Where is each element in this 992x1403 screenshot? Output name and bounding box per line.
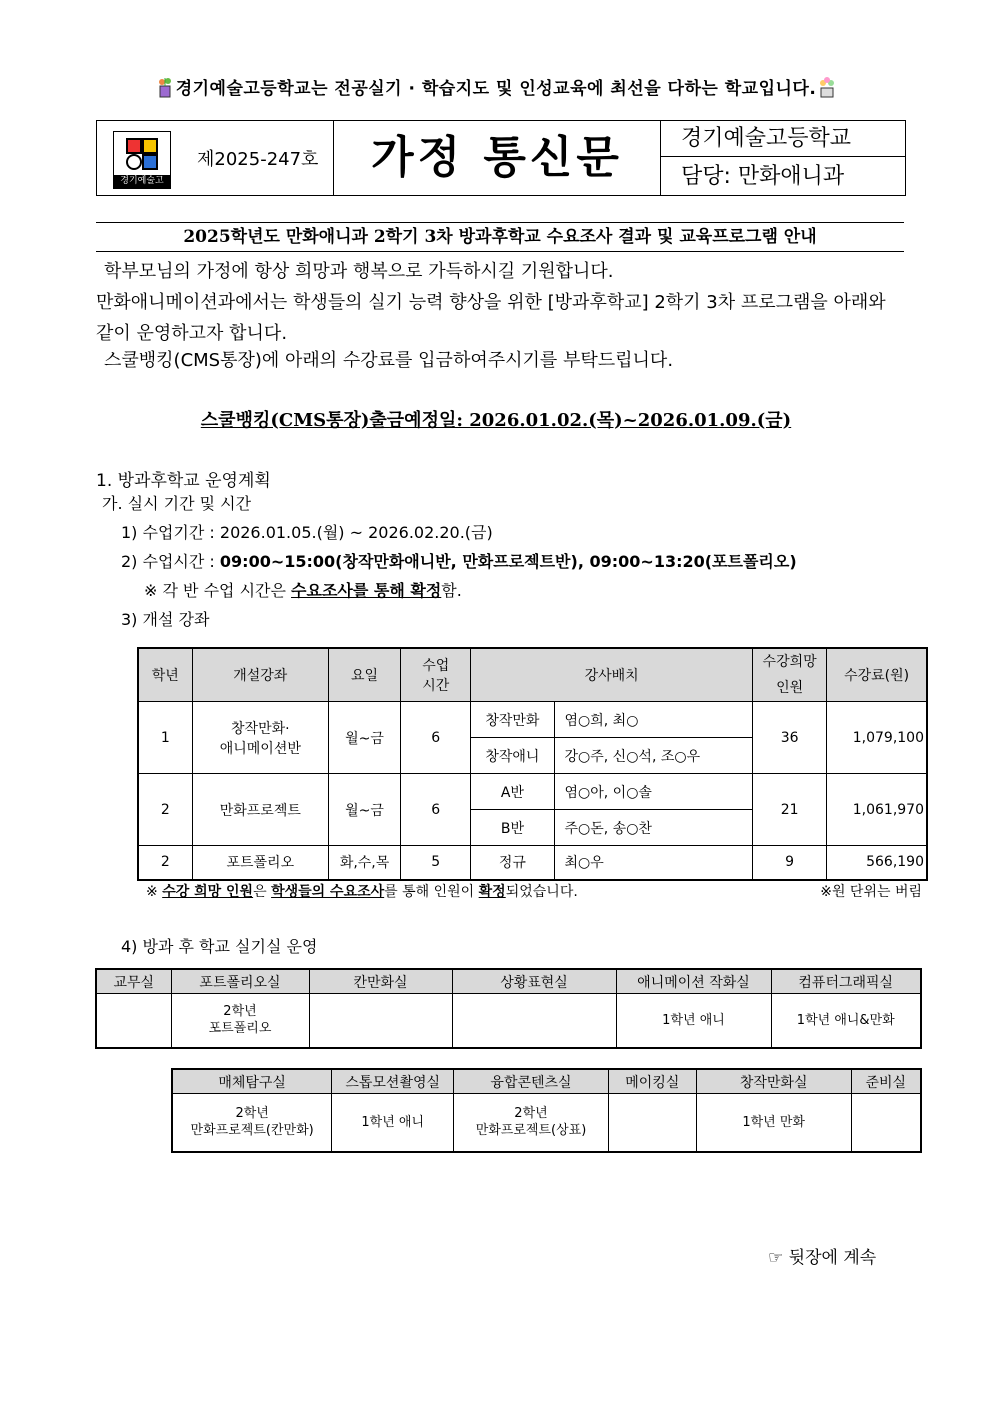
cell-days: 월~금 (328, 774, 400, 846)
header-days: 요일 (328, 648, 400, 702)
header-fee: 수강료(원) (827, 648, 927, 702)
note-emphasis: 수강 희망 인원 (162, 884, 254, 900)
cell-grade: 2 (138, 846, 192, 880)
table-row (138, 774, 927, 810)
room-header: 창작만화실 (696, 1069, 851, 1094)
rooms-table-2 (171, 1068, 922, 1153)
cell-count: 9 (753, 846, 827, 880)
room-header: 융합콘텐츠실 (454, 1069, 609, 1094)
note-emphasis: 수요조사를 통해 확정 (291, 581, 442, 600)
rounding-note: ※원 단위는 버림 (820, 884, 922, 900)
cell-teachers: 강○주, 신○석, 조○우 (554, 738, 753, 774)
cell-teachers: 주○돈, 송○찬 (554, 810, 753, 846)
cell-days: 화,수,목 (328, 846, 400, 880)
room-cell: 2학년 만화프로젝트(상표) (454, 1094, 609, 1152)
table-row (138, 702, 927, 738)
logo-square-red (126, 138, 142, 154)
room-header: 칸만화실 (309, 969, 452, 994)
school-name: 경기예술고등학교 (660, 121, 905, 157)
room-header: 준비실 (851, 1069, 921, 1094)
section-title: 1. 방과후학교 운영계획 (96, 471, 271, 491)
cell-course: 만화프로젝트 (192, 774, 328, 846)
logo-square-yellow (142, 138, 158, 154)
class-time-note (144, 578, 462, 604)
cell-course: 창작만화· 애니메이션반 (192, 702, 328, 774)
note-text: 를 통해 인원이 (384, 884, 479, 900)
room-header: 애니메이션 작화실 (616, 969, 771, 994)
school-logo (113, 131, 171, 189)
room-header: 상황표현실 (452, 969, 616, 994)
class-time-label: 2) 수업시간 : (121, 552, 220, 571)
room-header: 메이킹실 (608, 1069, 696, 1094)
courses-heading: 3) 개설 강좌 (121, 610, 210, 629)
cell-class-type: A반 (471, 774, 554, 810)
cell-fee: 1,061,970 (827, 774, 927, 846)
cell-hours: 5 (401, 846, 471, 880)
cell-grade: 2 (138, 774, 192, 846)
room-header: 교무실 (96, 969, 171, 994)
class-time (121, 549, 797, 575)
subsection-title: 가. 실시 기간 및 시간 (102, 494, 252, 513)
cell-hours: 6 (401, 702, 471, 774)
room-cell: 2학년 만화프로젝트(칸만화) (172, 1094, 332, 1152)
header-box (96, 120, 906, 196)
slogan (0, 74, 992, 99)
cell-class-type: 창작애니 (471, 738, 554, 774)
withdrawal-date-notice: 스쿨뱅킹(CMS통장)출금예정일: 2026.01.02.(목)~2026.01.09.(금) (200, 410, 792, 431)
continue-note: ☞ 뒷장에 계속 (768, 1248, 877, 1268)
document-number: 제2025-247호 (197, 149, 319, 170)
course-table (137, 647, 928, 881)
page-title: 가정 통신문 (333, 121, 661, 195)
department: 담당: 만화애니과 (660, 158, 905, 195)
room-cell: 1학년 애니&만화 (771, 994, 921, 1048)
note-emphasis: 학생들의 수요조사 (271, 884, 385, 900)
rooms-heading: 4) 방과 후 학교 실기실 운영 (121, 937, 318, 956)
cell-teachers: 염○희, 최○ (554, 702, 753, 738)
room-cell (309, 994, 452, 1048)
cell-count: 36 (753, 702, 827, 774)
cell-days: 월~금 (328, 702, 400, 774)
flower-pot-icon (154, 76, 176, 98)
cell-hours: 6 (401, 774, 471, 846)
note-text: ※ (146, 884, 163, 900)
cell-grade: 1 (138, 702, 192, 774)
cell-class-type: B반 (471, 810, 554, 846)
table-row (138, 846, 927, 880)
document-subtitle: 2025학년도 만화애니과 2학기 3차 방과후학교 수요조사 결과 및 교육프로그램 안내 (96, 222, 904, 252)
class-time-value: 09:00~15:00(창작만화애니반, 만화프로젝트반), 09:00~13:20(포트폴리오) (219, 552, 797, 571)
rooms-table-1 (95, 968, 922, 1049)
note-text: 함. (441, 581, 462, 600)
note-text: 은 (253, 884, 272, 900)
room-header: 컴퓨터그래픽실 (771, 969, 921, 994)
room-cell: 1학년 애니 (616, 994, 771, 1048)
room-header: 포트폴리오실 (171, 969, 309, 994)
cell-fee: 566,190 (827, 846, 927, 880)
cell-course: 포트폴리오 (192, 846, 328, 880)
room-header: 스톱모션촬영실 (332, 1069, 454, 1094)
header-hours: 수업 시간 (401, 648, 471, 702)
table-footnote (146, 881, 922, 901)
cell-count: 21 (753, 774, 827, 846)
note-emphasis: 확정 (478, 884, 506, 900)
note-text: 되었습니다. (505, 884, 578, 900)
room-cell (851, 1094, 921, 1152)
cell-class-type: 정규 (471, 846, 554, 880)
room-cell: 1학년 애니 (332, 1094, 454, 1152)
class-period: 1) 수업기간 : 2026.01.05.(월) ~ 2026.02.20.(금) (121, 523, 493, 542)
cell-teachers: 염○아, 이○솔 (554, 774, 753, 810)
payment-request-paragraph: 스쿨뱅킹(CMS통장)에 아래의 수강료를 입금하여주시기를 부탁드립니다. (104, 350, 674, 371)
header-course: 개설강좌 (192, 648, 328, 702)
greeting-paragraph: 학부모님의 가정에 항상 희망과 행복으로 가득하시길 기원합니다. (104, 261, 614, 282)
logo-square-blue (142, 154, 158, 170)
header-grade: 학년 (138, 648, 192, 702)
room-cell (96, 994, 171, 1048)
cell-class-type: 창작만화 (471, 702, 554, 738)
room-cell (608, 1094, 696, 1152)
header-instructors: 강사배치 (471, 648, 753, 702)
flower-pot-icon (816, 76, 838, 98)
room-header: 매체탐구실 (172, 1069, 332, 1094)
room-cell (452, 994, 616, 1048)
cell-fee: 1,079,100 (827, 702, 927, 774)
note-text: ※ 각 반 수업 시간은 (144, 581, 292, 600)
room-cell: 2학년 포트폴리오 (171, 994, 309, 1048)
intro-paragraph: 만화애니메이션과에서는 학생들의 실기 능력 향상을 위한 [방과후학교] 2학기 3차 프로그램을 아래와 같이 운영하고자 합니다. (96, 292, 886, 344)
logo-text: 경기예술고 (114, 175, 170, 188)
cell-teachers: 최○우 (554, 846, 753, 880)
slogan-text: 경기예술고등학교는 전공실기 · 학습지도 및 인성교육에 최선을 다하는 학교입니다. (175, 79, 817, 99)
header-count: 수강희망 인원 (753, 648, 827, 702)
room-cell: 1학년 만화 (696, 1094, 851, 1152)
logo-circle (126, 154, 142, 170)
